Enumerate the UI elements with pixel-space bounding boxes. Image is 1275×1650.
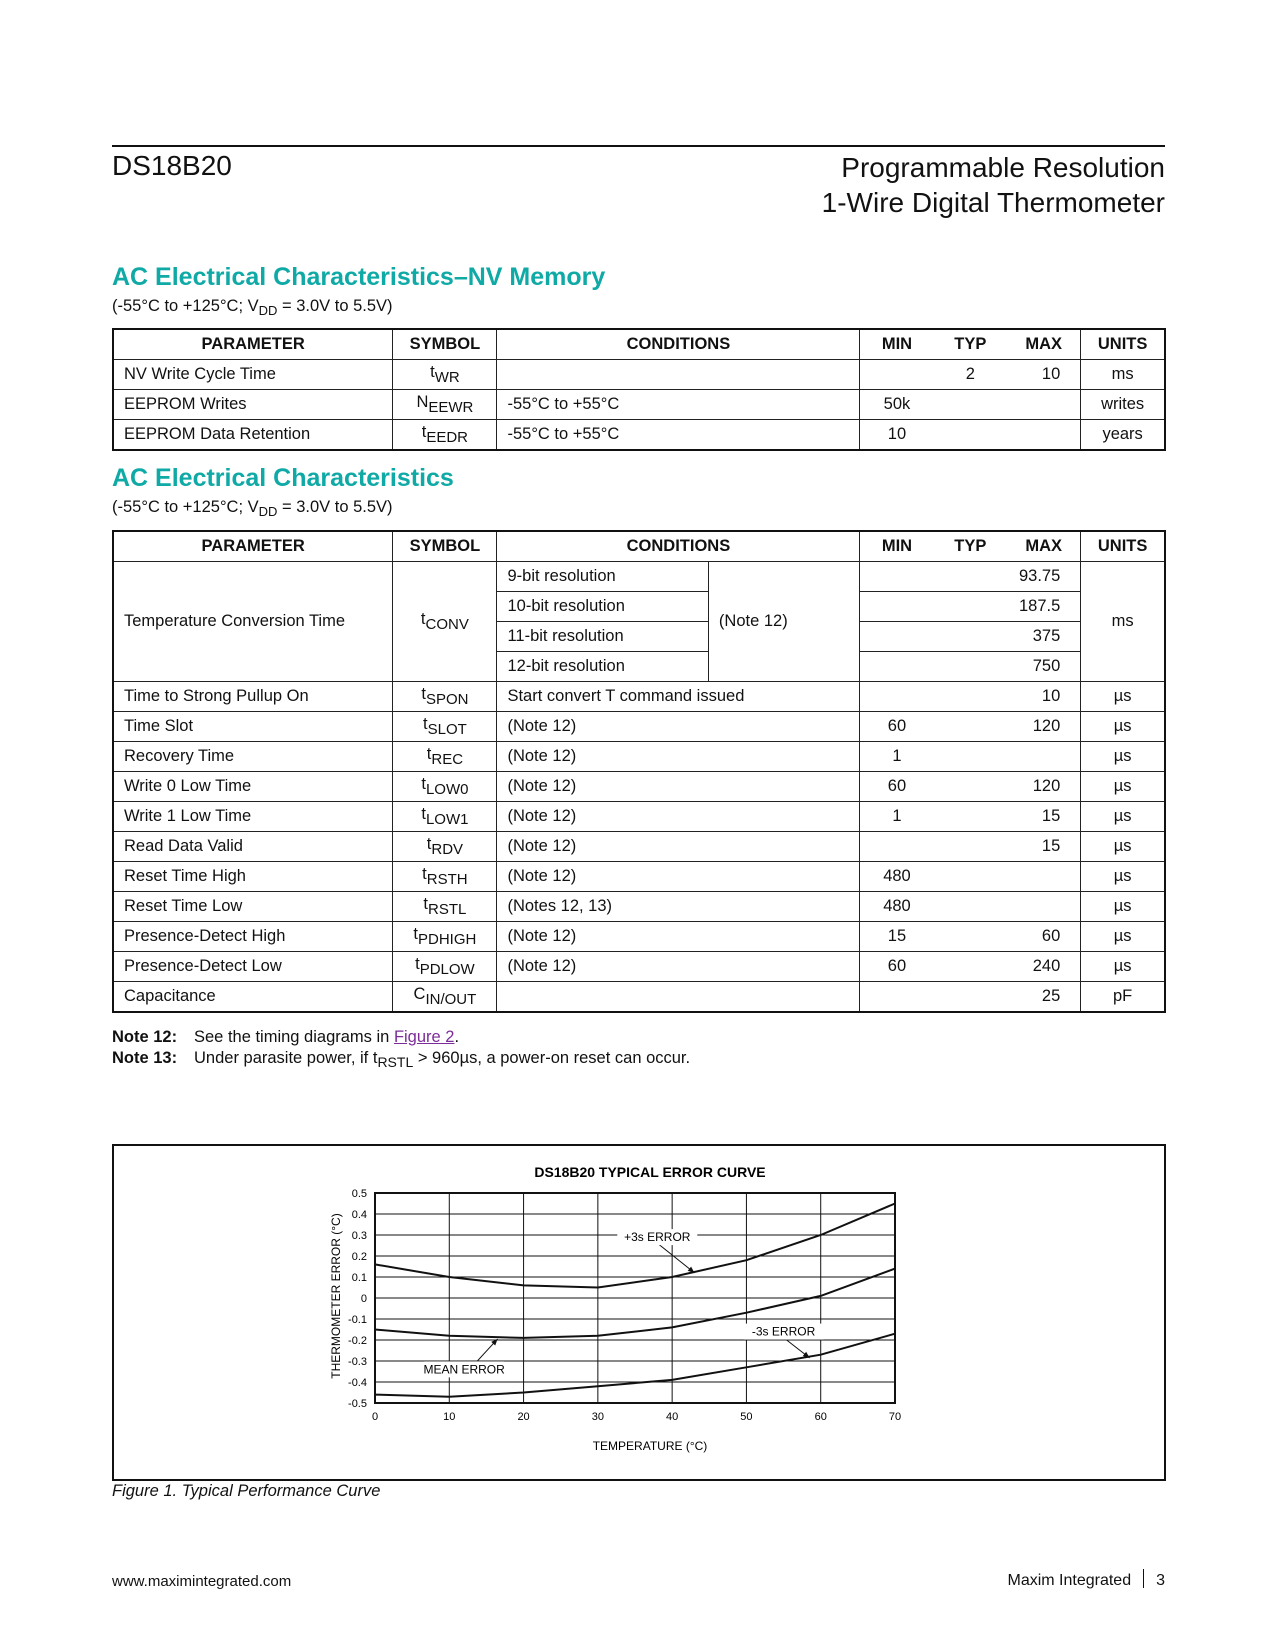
max-cell: 15 (1007, 802, 1081, 832)
header-cell: PARAMETER (113, 329, 393, 360)
table-header-row (113, 329, 1165, 360)
symbol-cell: $t_{WR}$ (393, 360, 497, 390)
symbol-cell: $t_{LOW1}$ (393, 802, 497, 832)
condition-cell: (Note 12) (497, 712, 860, 742)
y-tick-label: 0.5 (351, 1188, 367, 1200)
param-cell: Presence-Detect High (113, 922, 393, 952)
param-cell: Temperature Conversion Time (113, 562, 393, 682)
units-cell: µs (1081, 802, 1165, 832)
symbol-cell: $C_{IN/OUT}$ (393, 982, 497, 1013)
param-cell: Write 0 Low Time (113, 772, 393, 802)
nv-memory-table (112, 328, 1166, 451)
units-cell: µs (1081, 952, 1165, 982)
footer-url[interactable]: www.maximintegrated.com (112, 1573, 292, 1590)
y-tick-label: 0 (360, 1293, 367, 1305)
table-row (113, 360, 1165, 390)
units-cell: years (1081, 420, 1165, 451)
y-axis-label: THERMOMETER ERROR (°C) (329, 1213, 343, 1379)
units-cell: µs (1081, 892, 1165, 922)
header-cell: CONDITIONS (497, 531, 860, 562)
typ-cell (934, 982, 1008, 1013)
symbol-cell: $t_{EEDR}$ (393, 420, 497, 451)
x-tick-label: 20 (517, 1411, 530, 1423)
y-tick-label: 0.2 (351, 1251, 367, 1263)
footer-separator (1143, 1569, 1144, 1588)
header-cell: PARAMETER (113, 531, 393, 562)
header-cell: SYMBOL (393, 329, 497, 360)
y-tick-label: -0.5 (348, 1398, 367, 1410)
param-cell: Read Data Valid (113, 832, 393, 862)
max-cell (1007, 862, 1081, 892)
condition-cell: (Note 12) (497, 802, 860, 832)
x-tick-label: 30 (591, 1411, 604, 1423)
units-cell: writes (1081, 390, 1165, 420)
min-cell: 60 (860, 952, 934, 982)
condition-cell: (Note 12) (708, 562, 859, 682)
condition-cell: (Note 12) (497, 922, 860, 952)
max-cell: 120 (1007, 772, 1081, 802)
condition-cell: (Note 12) (497, 772, 860, 802)
table-row (113, 742, 1165, 772)
param-cell: Capacitance (113, 982, 393, 1013)
symbol-cell: $t_{PDHIGH}$ (393, 922, 497, 952)
figure-2-link[interactable]: Figure 2 (393, 1028, 455, 1046)
min-cell: 60 (860, 712, 934, 742)
units-cell: µs (1081, 832, 1165, 862)
header-rule (112, 145, 1165, 147)
typ-cell (934, 742, 1008, 772)
param-cell: Reset Time Low (113, 892, 393, 922)
max-cell (1007, 390, 1081, 420)
typ-cell (934, 832, 1008, 862)
typ-cell (934, 802, 1008, 832)
notes (112, 1027, 690, 1073)
y-tick-label: -0.3 (348, 1356, 367, 1368)
typ-cell (934, 682, 1008, 712)
table-row (113, 952, 1165, 982)
figure-frame (112, 1144, 1166, 1481)
max-cell: 93.75 (860, 562, 1081, 592)
max-cell: 120 (1007, 712, 1081, 742)
y-tick-label: 0.1 (351, 1272, 367, 1284)
max-cell: 750 (860, 652, 1081, 682)
header-cell: SYMBOL (393, 531, 497, 562)
max-cell: 10 (1007, 682, 1081, 712)
header-cell: MAX (1007, 329, 1081, 360)
max-cell (1007, 420, 1081, 451)
series-line (375, 1204, 895, 1288)
note-12: Note 12: See the timing diagrams in Figure 2. (112, 1028, 460, 1046)
condition-cell: (Note 12) (497, 862, 860, 892)
param-cell: NV Write Cycle Time (113, 360, 393, 390)
x-tick-label: 60 (814, 1411, 827, 1423)
x-tick-label: 40 (666, 1411, 679, 1423)
header-cell: TYP (934, 531, 1008, 562)
symbol-cell: $t_{CONV}$ (393, 562, 497, 682)
table-row (113, 832, 1165, 862)
typ-cell (934, 772, 1008, 802)
min-cell (860, 982, 934, 1013)
symbol-cell: $t_{LOW0}$ (393, 772, 497, 802)
param-cell: Presence-Detect Low (113, 952, 393, 982)
table-row (113, 712, 1165, 742)
units-cell: ms (1081, 562, 1165, 682)
x-tick-label: 0 (371, 1411, 379, 1423)
symbol-cell: $t_{RSTL}$ (393, 892, 497, 922)
resolution-cell: 11-bit resolution (497, 622, 708, 652)
symbol-cell: $t_{SLOT}$ (393, 712, 497, 742)
annotation-arrow (657, 1243, 694, 1273)
typ-cell (934, 390, 1008, 420)
footer-right (1007, 1569, 1165, 1590)
resolution-cell: 10-bit resolution (497, 592, 708, 622)
document-title (822, 150, 1165, 220)
x-tick-label: 70 (888, 1411, 902, 1423)
resolution-cell: 9-bit resolution (497, 562, 708, 592)
annotation-label: -3s ERROR (751, 1324, 816, 1339)
ac-characteristics-table (112, 530, 1166, 1013)
param-cell: EEPROM Writes (113, 390, 393, 420)
title-line-1: Programmable Resolution (841, 152, 1165, 183)
typ-cell (934, 952, 1008, 982)
error-curve-chart (114, 1146, 1164, 1479)
table-row (113, 802, 1165, 832)
min-cell (860, 682, 934, 712)
section2-conditions: (-55°C to +125°C; $V_{DD} = 3.0V$ to 5.5V) (112, 498, 393, 519)
units-cell: µs (1081, 772, 1165, 802)
typ-cell (934, 922, 1008, 952)
header-cell: MIN (860, 531, 934, 562)
max-cell: 25 (1007, 982, 1081, 1013)
x-tick-label: 10 (443, 1411, 456, 1423)
condition-cell: Start convert T command issued (497, 682, 860, 712)
min-cell (860, 832, 934, 862)
min-cell: 1 (860, 802, 934, 832)
max-cell: 375 (860, 622, 1081, 652)
max-cell: 60 (1007, 922, 1081, 952)
chart-title: DS18B20 TYPICAL ERROR CURVE (534, 1164, 766, 1180)
symbol-cell: $t_{SPON}$ (393, 682, 497, 712)
condition-cell: (Note 12) (497, 832, 860, 862)
units-cell: ms (1081, 360, 1165, 390)
header-cell: MAX (1007, 531, 1081, 562)
annotation-label: +3s ERROR (624, 1230, 691, 1245)
min-cell: 10 (860, 420, 934, 451)
y-tick-label: 0.4 (351, 1209, 367, 1221)
param-cell: Write 1 Low Time (113, 802, 393, 832)
footer-company: Maxim Integrated (1007, 1572, 1132, 1589)
param-cell: Recovery Time (113, 742, 393, 772)
section1-heading: AC Electrical Characteristics–NV Memory (112, 263, 606, 291)
min-cell: 15 (860, 922, 934, 952)
symbol-cell: $t_{RSTH}$ (393, 862, 497, 892)
units-cell: µs (1081, 922, 1165, 952)
min-cell: 480 (860, 892, 934, 922)
typ-cell (934, 712, 1008, 742)
table-row (113, 892, 1165, 922)
part-number: DS18B20 (112, 150, 232, 181)
header-cell: TYP (934, 329, 1008, 360)
units-cell: µs (1081, 712, 1165, 742)
max-cell (1007, 892, 1081, 922)
note-13: Note 13: Under parasite power, if $t_{RSTL} > 960\mu s$, a power-on reset can occur. (112, 1049, 691, 1070)
typ-cell: 2 (934, 360, 1008, 390)
table-row (113, 420, 1165, 451)
annotation-label: MEAN ERROR (423, 1362, 505, 1377)
x-tick-label: 50 (740, 1411, 753, 1423)
table-row (113, 682, 1165, 712)
y-tick-label: -0.2 (348, 1335, 367, 1347)
table-row (113, 922, 1165, 952)
header-cell: UNITS (1081, 329, 1165, 360)
condition-cell: -55°C to +55°C (497, 390, 860, 420)
units-cell: µs (1081, 862, 1165, 892)
y-tick-label: -0.1 (348, 1314, 367, 1326)
y-tick-label: 0.3 (351, 1230, 367, 1242)
figure-caption: Figure 1. Typical Performance Curve (112, 1482, 381, 1500)
param-cell: EEPROM Data Retention (113, 420, 393, 451)
symbol-cell: $N_{EEWR}$ (393, 390, 497, 420)
header-cell: CONDITIONS (497, 329, 860, 360)
header-cell: UNITS (1081, 531, 1165, 562)
title-line-2: 1-Wire Digital Thermometer (821, 187, 1165, 218)
min-cell: 480 (860, 862, 934, 892)
symbol-cell: $t_{PDLOW}$ (393, 952, 497, 982)
table-row (113, 982, 1165, 1013)
condition-cell (497, 360, 860, 390)
max-cell (1007, 742, 1081, 772)
symbol-cell: $t_{REC}$ (393, 742, 497, 772)
min-cell: 1 (860, 742, 934, 772)
table-row (113, 772, 1165, 802)
table-row (113, 862, 1165, 892)
typ-cell (934, 892, 1008, 922)
x-axis-label: TEMPERATURE (°C) (592, 1439, 708, 1453)
max-cell: 10 (1007, 360, 1081, 390)
units-cell: µs (1081, 682, 1165, 712)
units-cell: µs (1081, 742, 1165, 772)
param-cell: Reset Time High (113, 862, 393, 892)
condition-cell: -55°C to +55°C (497, 420, 860, 451)
condition-cell: (Note 12) (497, 742, 860, 772)
min-cell: 50k (860, 390, 934, 420)
typ-cell (934, 420, 1008, 451)
y-tick-label: -0.4 (348, 1377, 367, 1389)
max-cell: 15 (1007, 832, 1081, 862)
table-row (113, 390, 1165, 420)
resolution-cell: 12-bit resolution (497, 652, 708, 682)
condition-cell: (Notes 12, 13) (497, 892, 860, 922)
min-cell (860, 360, 934, 390)
page-number: 3 (1156, 1572, 1165, 1589)
min-cell: 60 (860, 772, 934, 802)
typ-cell (934, 862, 1008, 892)
condition-cell (497, 982, 860, 1013)
symbol-cell: $t_{RDV}$ (393, 832, 497, 862)
header-cell: MIN (860, 329, 934, 360)
param-cell: Time Slot (113, 712, 393, 742)
param-cell: Time to Strong Pullup On (113, 682, 393, 712)
table-row (113, 562, 1165, 592)
condition-cell: (Note 12) (497, 952, 860, 982)
units-cell: pF (1081, 982, 1165, 1013)
max-cell: 240 (1007, 952, 1081, 982)
table-header-row (113, 531, 1165, 562)
section2-heading: AC Electrical Characteristics (112, 464, 454, 492)
max-cell: 187.5 (860, 592, 1081, 622)
section1-conditions: (-55°C to +125°C; $V_{DD} = 3.0V$ to 5.5V) (112, 297, 393, 318)
